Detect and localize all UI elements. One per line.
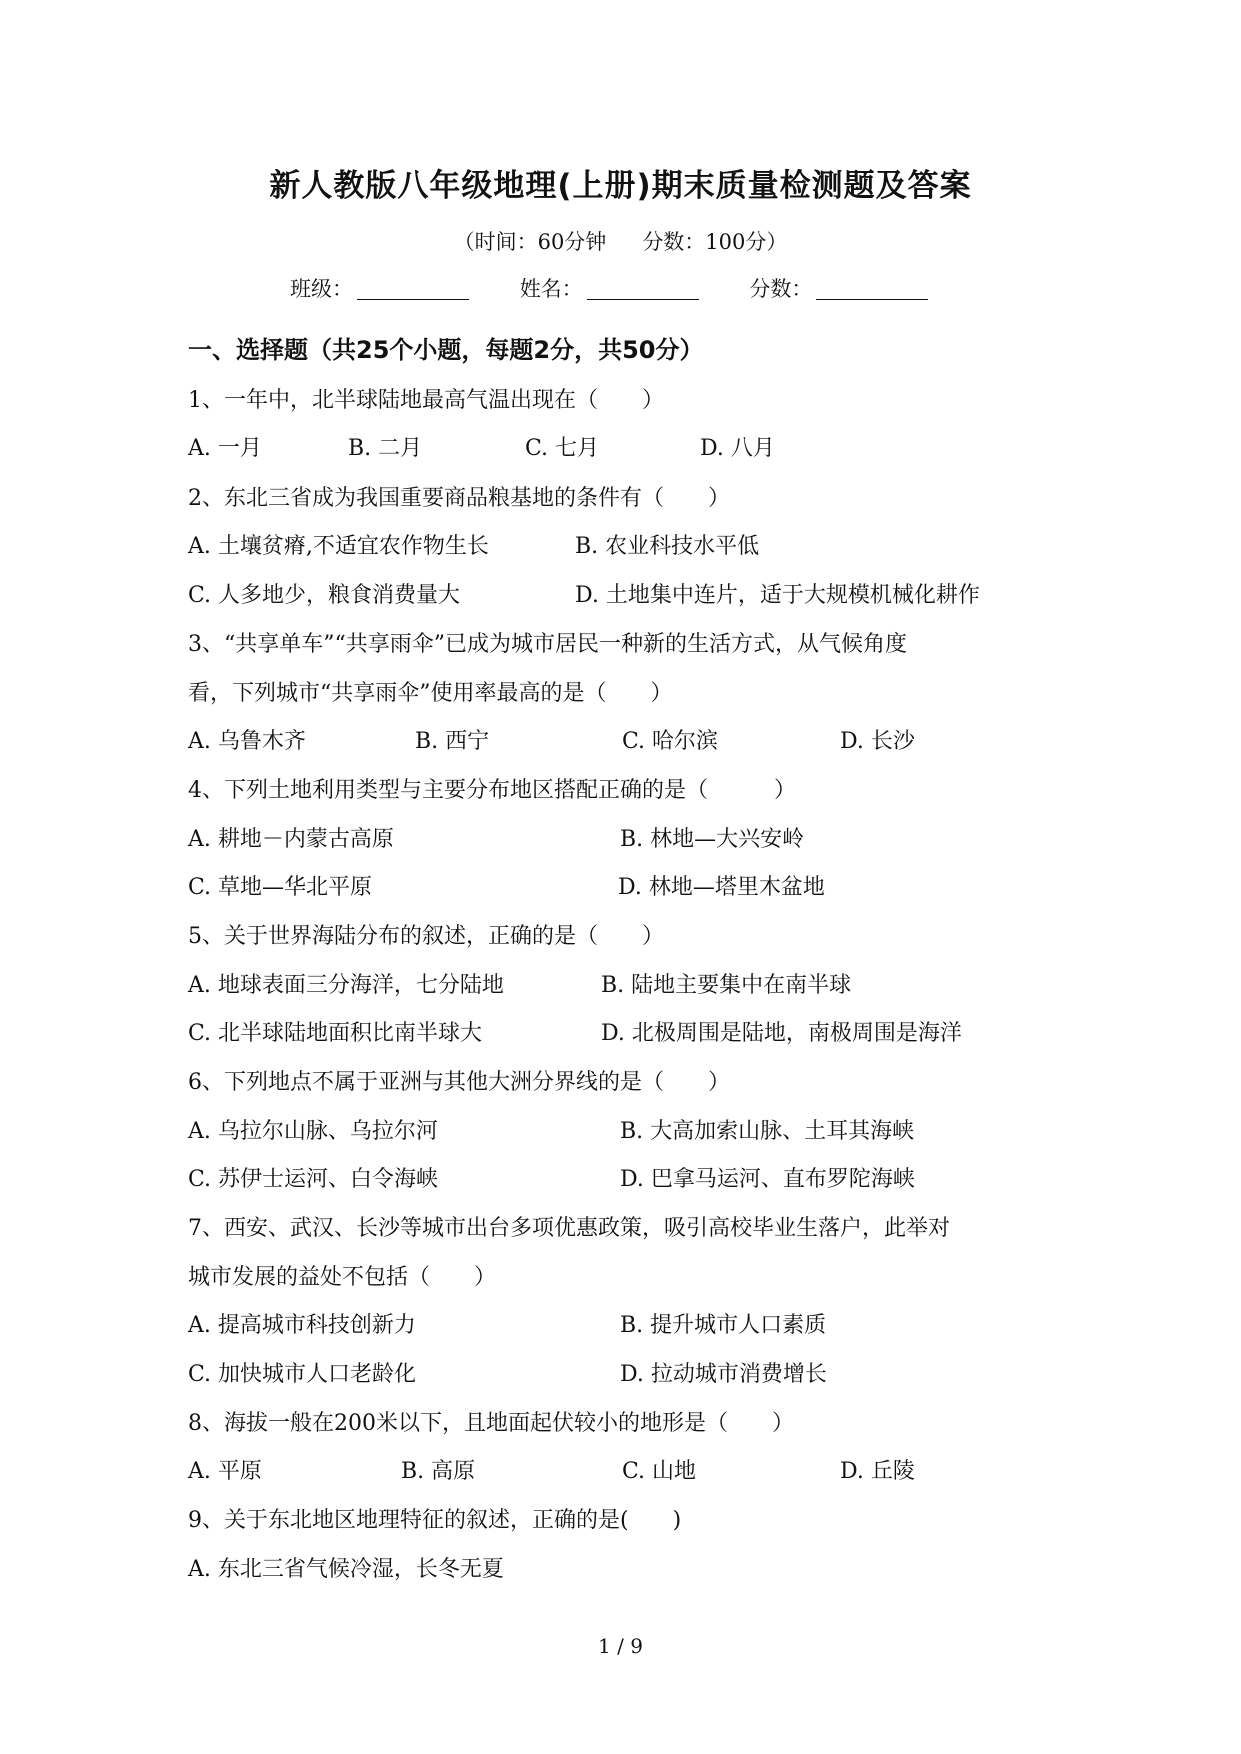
option-c: C. 草地—华北平原: [188, 875, 373, 900]
option-b: B. 大高加索山脉、土耳其海峡: [620, 1119, 915, 1144]
option-a: A. 耕地－内蒙古高原: [188, 827, 394, 852]
question-stem: 2、东北三省成为我国重要商品粮基地的条件有（ ）: [188, 486, 730, 511]
option-b: B. 林地—大兴安岭: [620, 827, 805, 852]
name-blank[interactable]: [587, 279, 699, 300]
option-a: A. 土壤贫瘠,不适宜农作物生长: [188, 534, 489, 559]
option-a: A. 乌拉尔山脉、乌拉尔河: [188, 1119, 438, 1144]
option-c: C. 苏伊士运河、白令海峡: [188, 1167, 439, 1192]
option-b: B. 高原: [401, 1459, 476, 1484]
name-label: 姓名：: [519, 277, 583, 301]
question-stem: 4、下列土地利用类型与主要分布地区搭配正确的是（ ）: [188, 778, 796, 803]
option-a: A. 平原: [188, 1459, 262, 1484]
option-a: A. 地球表面三分海洋，七分陆地: [188, 973, 504, 998]
time-label: （时间：60分钟: [453, 230, 607, 254]
option-a: A. 提高城市科技创新力: [188, 1313, 416, 1338]
option-c: C. 七月: [525, 436, 600, 461]
option-c: C. 加快城市人口老龄化: [188, 1362, 417, 1387]
option-d: D. 北极周围是陆地，南极周围是海洋: [601, 1021, 962, 1046]
option-b: B. 西宁: [415, 729, 490, 754]
total-score-label: 分数：100分）: [642, 230, 788, 254]
option-a: A. 东北三省气候冷湿，长冬无夏: [188, 1557, 504, 1582]
score-field: [749, 273, 928, 303]
option-d: D. 八月: [700, 436, 775, 461]
option-a: A. 一月: [188, 436, 262, 461]
option-b: B. 二月: [348, 436, 423, 461]
question-stem: 8、海拔一般在200米以下，且地面起伏较小的地形是（ ）: [188, 1411, 794, 1436]
question-stem: 3、“共享单车”“共享雨伞”已成为城市居民一种新的生活方式，从气候角度: [188, 632, 907, 657]
option-b: B. 陆地主要集中在南半球: [601, 973, 852, 998]
option-d: D. 长沙: [840, 729, 915, 754]
option-b: B. 农业科技水平低: [575, 534, 760, 559]
option-c: C. 哈尔滨: [622, 729, 719, 754]
option-d: D. 林地—塔里木盆地: [618, 875, 825, 900]
option-c: C. 北半球陆地面积比南半球大: [188, 1021, 483, 1046]
score-label: 分数：: [749, 277, 813, 301]
class-field: [290, 273, 469, 303]
score-blank[interactable]: [816, 279, 928, 300]
option-b: B. 提升城市人口素质: [620, 1313, 827, 1338]
question-stem-continued: 看，下列城市“共享雨伞”使用率最高的是（ ）: [188, 681, 673, 706]
student-info-fields: [290, 273, 972, 303]
question-stem: 1、一年中，北半球陆地最高气温出现在（ ）: [188, 388, 664, 413]
class-label: 班级：: [290, 277, 353, 301]
option-d: D. 拉动城市消费增长: [620, 1362, 827, 1387]
option-a: A. 乌鲁木齐: [188, 729, 306, 754]
option-c: C. 山地: [622, 1459, 697, 1484]
option-d: D. 土地集中连片，适于大规模机械化耕作: [575, 583, 980, 608]
exam-meta: [0, 226, 1241, 256]
question-stem: 5、关于世界海陆分布的叙述，正确的是（ ）: [188, 924, 664, 949]
class-blank[interactable]: [357, 279, 469, 300]
page-number: 1 / 9: [598, 1634, 643, 1658]
option-d: D. 巴拿马运河、直布罗陀海峡: [620, 1167, 915, 1192]
section-title: 一、选择题（共25个小题，每题2分，共50分）: [188, 336, 704, 364]
question-stem-continued: 城市发展的益处不包括（ ）: [188, 1265, 497, 1290]
question-stem: 6、下列地点不属于亚洲与其他大洲分界线的是（ ）: [188, 1070, 730, 1095]
document-title: 新人教版八年级地理(上册)期末质量检测题及答案: [269, 168, 972, 204]
option-c: C. 人多地少，粮食消费量大: [188, 583, 461, 608]
name-field: [520, 273, 699, 303]
option-d: D. 丘陵: [840, 1459, 915, 1484]
question-stem: 9、关于东北地区地理特征的叙述，正确的是( ): [188, 1508, 682, 1533]
question-stem: 7、西安、武汉、长沙等城市出台多项优惠政策，吸引高校毕业生落户，此举对: [188, 1216, 950, 1241]
